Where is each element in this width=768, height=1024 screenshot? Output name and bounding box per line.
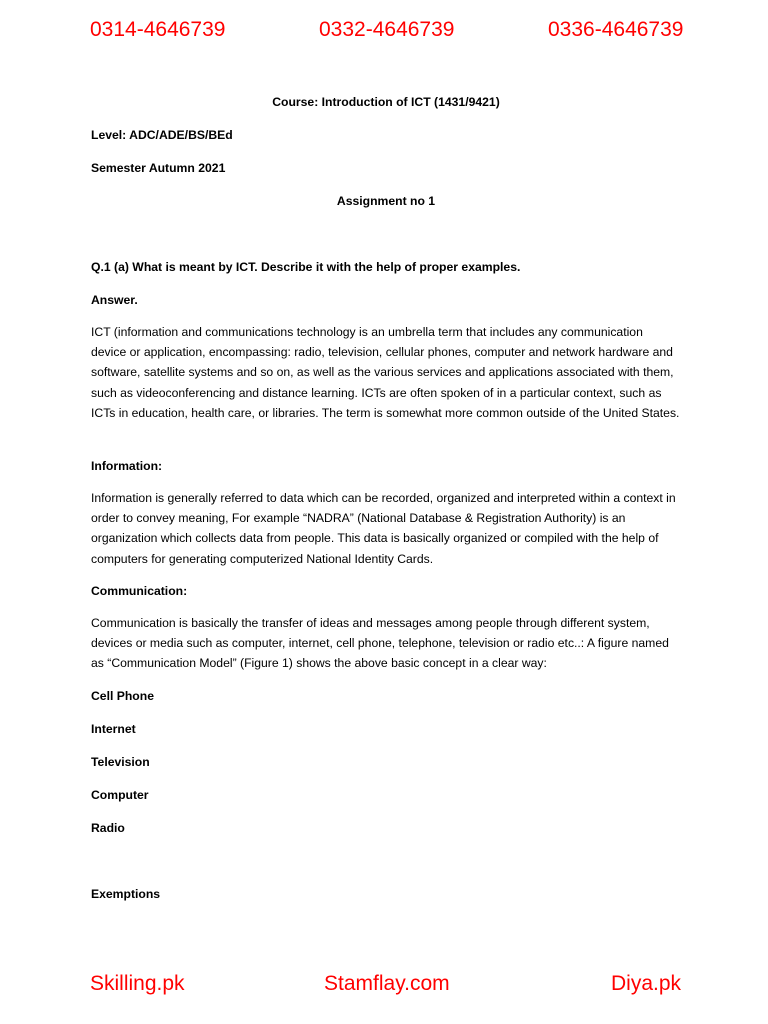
phone-number-2[interactable]: 0332-4646739 bbox=[319, 18, 455, 41]
media-item-radio: Radio bbox=[91, 821, 125, 835]
header-phone-banner bbox=[0, 18, 768, 58]
assignment-title: Assignment no 1 bbox=[336, 194, 436, 208]
phone-number-1[interactable]: 0314-4646739 bbox=[90, 18, 226, 41]
information-heading: Information: bbox=[91, 459, 163, 473]
answer-label: Answer. bbox=[91, 293, 138, 307]
level-line: Level: ADC/ADE/BS/BEd bbox=[91, 128, 233, 142]
footer-site-banner bbox=[0, 972, 768, 1012]
exemptions-heading: Exemptions bbox=[91, 887, 161, 901]
phone-number-3[interactable]: 0336-4646739 bbox=[548, 18, 684, 41]
information-paragraph: Information is generally referred to data which can be recorded, organized and interpreted within a context in order to convey meaning, For example “NADRA” (National Database & Registration Authority) is an organization which collects data from people. This data is basically organized or compiled with the help of computers for generating computerized National Identity Cards. bbox=[91, 491, 676, 566]
semester-line: Semester Autumn 2021 bbox=[91, 161, 226, 175]
ict-paragraph: ICT (information and communications technology is an umbrella term that includes any communication device or application, encompassing: radio, television, cellular phones, computer and network hardware and software, satellite systems and so on, as well as the various services and applications associated with them, such as videoconferencing and distance learning. ICTs are often spoken of in a particular context, such as ICTs in education, health care, or libraries. The term is somewhat more common outside of the United States. bbox=[91, 325, 680, 420]
media-item-computer: Computer bbox=[91, 788, 149, 802]
media-item-internet: Internet bbox=[91, 722, 136, 736]
media-item-cell-phone: Cell Phone bbox=[91, 689, 154, 703]
site-link-diya[interactable]: Diya.pk bbox=[611, 972, 682, 995]
communication-paragraph: Communication is basically the transfer of ideas and messages among people through different system, devices or media such as computer, internet, cell phone, telephone, television or radio etc..: A figure named as “Communication Model” (Figure 1) shows the above basic concept in a clear way: bbox=[91, 616, 669, 671]
media-item-television: Television bbox=[91, 755, 150, 769]
question-heading: Q.1 (a) What is meant by ICT. Describe it with the help of proper examples. bbox=[91, 260, 521, 274]
course-title: Course: Introduction of ICT (1431/9421) bbox=[272, 95, 500, 109]
communication-heading: Communication: bbox=[91, 584, 188, 598]
site-link-skilling[interactable]: Skilling.pk bbox=[90, 972, 185, 995]
site-link-stamflay[interactable]: Stamflay.com bbox=[324, 972, 450, 995]
